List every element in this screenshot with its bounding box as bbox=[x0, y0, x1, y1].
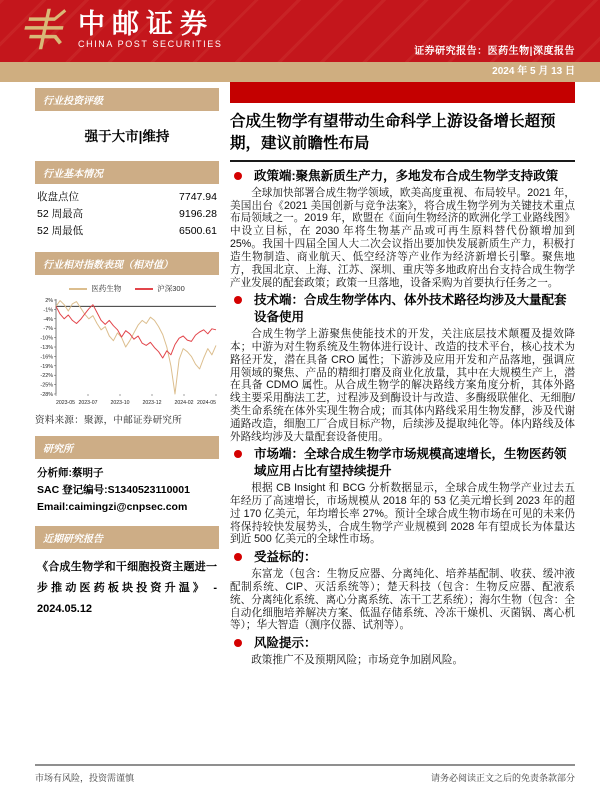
brand-name-cn: 中邮证券 bbox=[78, 8, 214, 39]
summary-section bbox=[230, 635, 575, 667]
section-body: 全球加快部署合成生物学领域，欧美高度重视、布局较早。2021 年，美国出台《2021 美国创新与竞争法案》，将合成生物学列为关键技术重点布局领域之一。2019 年，欧盟在《面向生物经济的欧洲化学工业路线图》中设立目标，在 2030 年将生物基产品或可再生原料替代份额增加到 25%。我国十四届全国人大二次会议指出要加快发展新质生产力，积极打造生物制造、商业航天、低空经济等产业作为经济新增长引擎。聚焦地方，我国北京、上海、江苏、深圳、重庆等多地政府出台支持合成生物学产业发展的配套政策；政策一旦落地，设备采购为首要执行任务之一。 bbox=[230, 186, 575, 289]
chart-section-header: 行业相对指数表现（相对值） bbox=[35, 252, 219, 275]
page-footer bbox=[35, 764, 575, 784]
summary-section bbox=[230, 292, 575, 443]
section-heading-text: 市场端：全球合成生物学市场规模高速增长，生物医药领域应用占比有望持续提升 bbox=[254, 447, 567, 479]
basics-value: 9196.28 bbox=[179, 208, 217, 220]
svg-text:2023-05: 2023-05 bbox=[56, 400, 76, 406]
main-content bbox=[230, 82, 575, 670]
brand-name-en: CHINA POST SECURITIES bbox=[78, 38, 223, 49]
section-heading-text: 风险提示： bbox=[254, 636, 317, 651]
rating-value: 强于大市|维持 bbox=[84, 129, 170, 144]
bullet-icon bbox=[234, 296, 242, 304]
section-body: 东富龙（包含：生物反应器、分离纯化、培养基配制、收获、缓冲液配制系统、CIP、灭活系统等）；楚天科技（包含：生物反应器、配液系统、分离纯化系统、离心分离系统、冻干工艺系统）；海尔生物（包含：全自动化细胞培养解决方案、低温存储系统、冷冻干燥机、灭菌锅、离心机等）；华大智造（测序仪器、试剂等）。 bbox=[230, 568, 575, 632]
section-heading bbox=[230, 292, 575, 326]
svg-text:-10%: -10% bbox=[40, 335, 53, 342]
svg-text:-25%: -25% bbox=[40, 382, 53, 389]
basics-label: 52 周最低 bbox=[37, 225, 84, 237]
bullet-icon bbox=[234, 553, 242, 561]
chart-source: 资料来源：聚源，中邮证券研究所 bbox=[35, 415, 183, 426]
basics-value: 7747.94 bbox=[179, 191, 217, 203]
svg-text:2023-07: 2023-07 bbox=[78, 400, 98, 406]
institute-section-header: 研究所 bbox=[35, 436, 219, 459]
line-chart bbox=[35, 295, 219, 407]
analyst-email-link[interactable]: Email:caimingzi@cnpsec.com bbox=[37, 501, 188, 513]
basics-row bbox=[37, 223, 217, 240]
svg-text:-28%: -28% bbox=[40, 392, 53, 398]
svg-text:2023-12: 2023-12 bbox=[142, 400, 162, 406]
svg-text:-1%: -1% bbox=[43, 307, 53, 314]
section-body: 政策推广不及预期风险；市场竞争加剧风险。 bbox=[251, 654, 464, 666]
brand-text bbox=[78, 9, 222, 50]
brand-logo bbox=[20, 7, 222, 51]
summary-section bbox=[230, 168, 575, 289]
basics-section-header: 行业基本情况 bbox=[35, 161, 219, 184]
basics-value: 6500.61 bbox=[179, 225, 217, 237]
recent-reports-section-header: 近期研究报告 bbox=[35, 526, 219, 549]
section-heading-text: 政策端:聚焦新质生产力，多地发布合成生物学支持政策 bbox=[254, 168, 559, 183]
report-type-label: 证券研究报告：医药生物|深度报告 bbox=[414, 46, 575, 57]
header-banner bbox=[0, 0, 600, 62]
svg-text:2023-10: 2023-10 bbox=[110, 400, 130, 406]
svg-text:-16%: -16% bbox=[40, 354, 53, 361]
bullet-icon bbox=[234, 639, 242, 647]
basics-row bbox=[37, 189, 217, 206]
basics-row bbox=[37, 206, 217, 223]
title-divider bbox=[230, 160, 575, 162]
rating-section-header: 行业投资评级 bbox=[35, 88, 219, 111]
svg-text:2024-05: 2024-05 bbox=[196, 400, 216, 406]
report-title: 合成生物学有望带动生命科学上游设备增长超预期，建议前瞻性布局 bbox=[230, 113, 556, 153]
section-heading bbox=[230, 446, 575, 480]
sac-registration-number: SAC 登记编号:S1340523110001 bbox=[37, 484, 190, 496]
summary-section bbox=[230, 549, 575, 632]
china-post-emblem-icon bbox=[20, 7, 68, 51]
title-accent-bar bbox=[230, 82, 575, 103]
section-heading-text: 技术端：合成生物学体内、体外技术路径均涉及大量配套设备使用 bbox=[254, 293, 567, 325]
svg-text:-13%: -13% bbox=[40, 345, 53, 351]
svg-text:-4%: -4% bbox=[43, 316, 53, 323]
footer-disclaimer-right: 请务必阅读正文之后的免责条款部分 bbox=[430, 773, 575, 783]
chart-legend bbox=[35, 283, 219, 294]
svg-text:-19%: -19% bbox=[40, 363, 53, 370]
recent-report-item[interactable]: 《合成生物学和干细胞投资主题进一步推动医药板块投资升温》 - 2024.05.12 bbox=[37, 561, 217, 615]
svg-text:-7%: -7% bbox=[43, 326, 53, 333]
analyst-block bbox=[35, 459, 219, 516]
analyst-name: 分析师:蔡明子 bbox=[37, 467, 104, 479]
basics-table bbox=[35, 184, 219, 242]
svg-text:-22%: -22% bbox=[40, 373, 53, 380]
relative-index-chart bbox=[35, 275, 219, 407]
section-heading-text: 受益标的： bbox=[254, 550, 317, 565]
footer-disclaimer-left: 市场有风险，投资需谨慎 bbox=[35, 773, 135, 783]
section-heading bbox=[230, 549, 575, 566]
svg-text:2024-02: 2024-02 bbox=[174, 400, 194, 406]
basics-label: 52 周最高 bbox=[37, 208, 84, 220]
summary-sections bbox=[230, 168, 575, 667]
bullet-icon bbox=[234, 172, 242, 180]
section-body: 根据 CB Insight 和 BCG 分析数据显示，全球合成生物学产业过去五年经历了高速增长，市场规模从 2018 年的 53 亿美元增长到 2023 年的超过 170 亿美元，年均增长率 27%。预计全球合成生物市场在可见的未来仍将保持较快发展势头，合成生物学产业规模到 2028 年有望成长为体量达到近 500 亿美元的全球性市场。 bbox=[230, 482, 575, 546]
bullet-icon bbox=[234, 450, 242, 458]
basics-label: 收盘点位 bbox=[37, 191, 79, 203]
report-date: 2024 年 5 月 13 日 bbox=[492, 66, 575, 77]
svg-text:2%: 2% bbox=[45, 298, 53, 304]
section-heading bbox=[230, 168, 575, 185]
date-bar bbox=[0, 62, 600, 82]
summary-section bbox=[230, 446, 575, 546]
sidebar bbox=[35, 88, 219, 620]
legend-item: 沪深300 bbox=[135, 283, 185, 294]
section-body: 合成生物学上游聚焦使能技术的开发，关注底层技术颠覆及提效降本；中游为对生物系统及生物体进行设计、改造的技术平台，核心技术为路径开发，潜在具备 CRO 属性；下游涉及应用开发和产品落地，强调应用领域的聚焦、产品的精细打磨及商业化放量，其中在大规模生产上，潜在具备 CDMO 属性。从合成生物学的解决路线方案角度分析，其体外路线主要采用酶法工艺，过程涉及到酶设计与改造、多酶级联催化、无细胞/类生命系统在体外实现生物合成；而其体内路线采用生物发酵，涉及代谢通路改造，细胞工厂合成目标产物，后续涉及提取纯化等。体内路线及体外路线均涉及大量配套设备使用。 bbox=[230, 328, 575, 443]
legend-item: 医药生物 bbox=[69, 283, 121, 294]
section-heading bbox=[230, 635, 575, 652]
